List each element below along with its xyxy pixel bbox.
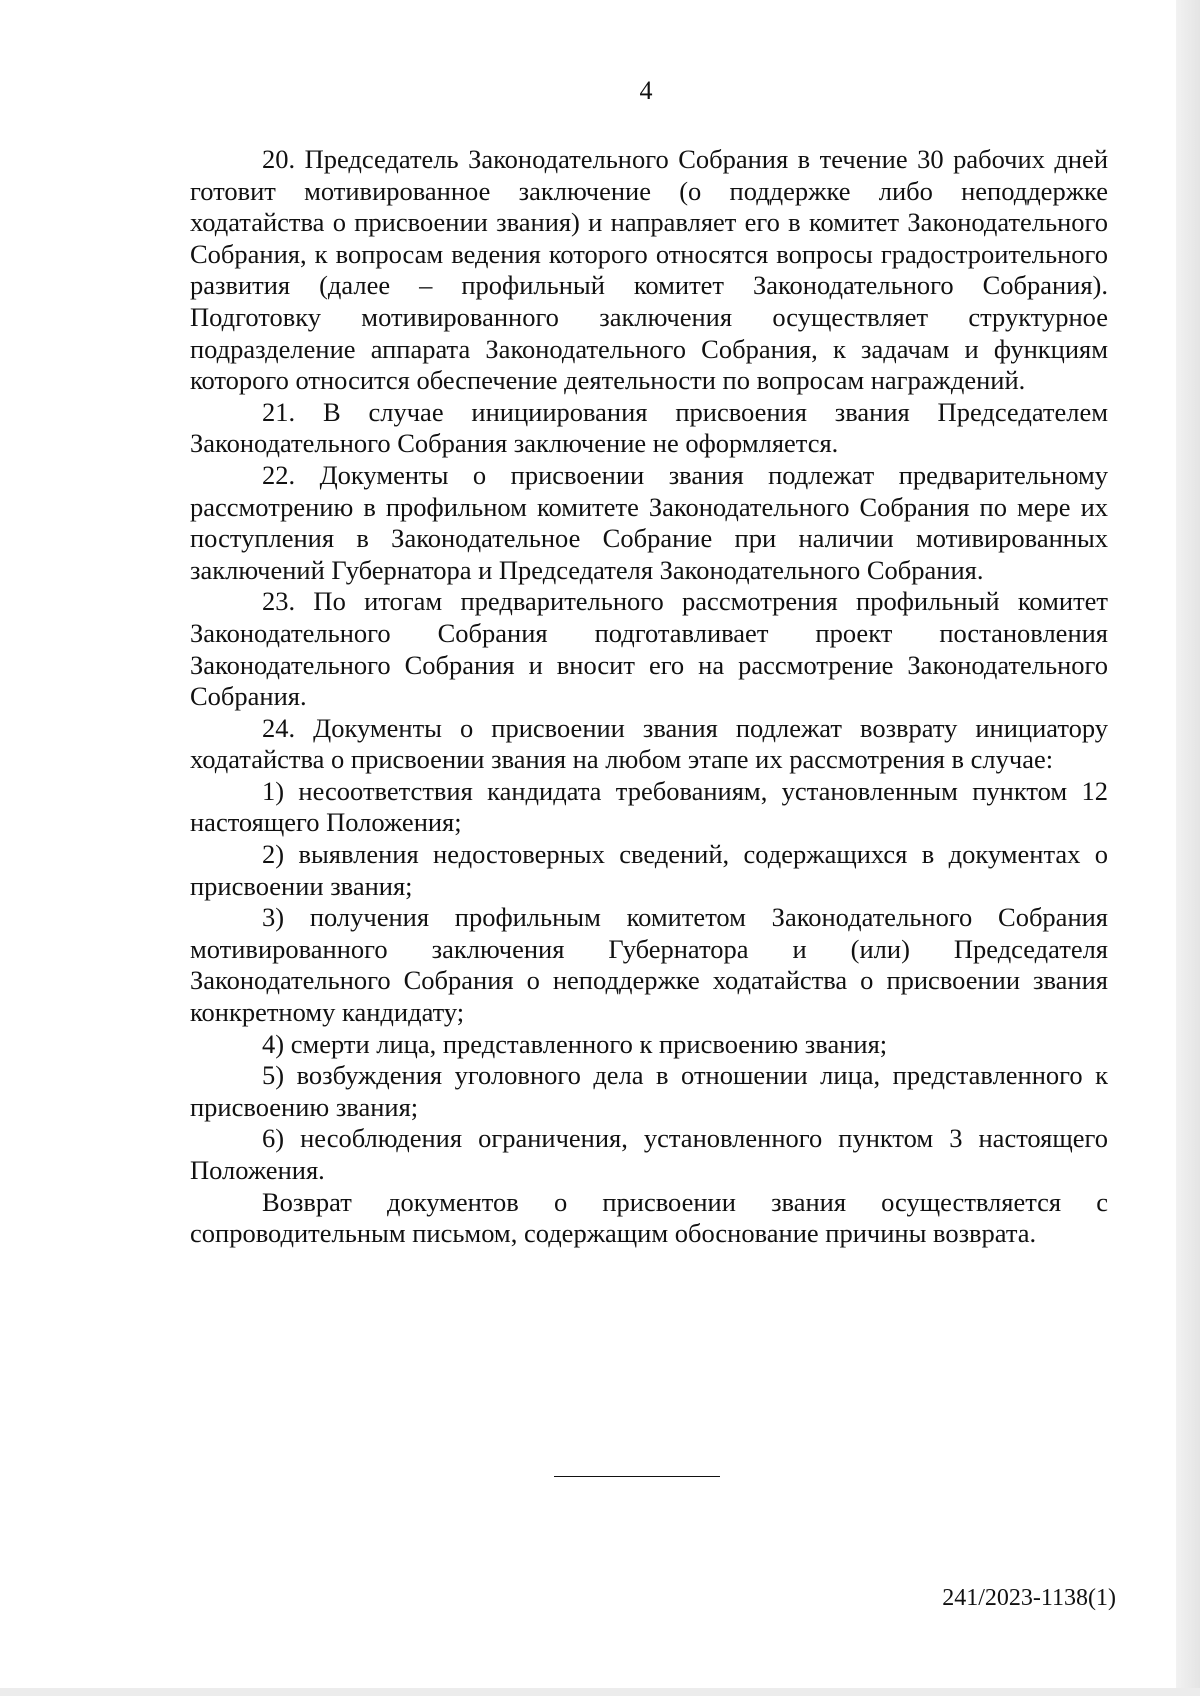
subitem-5: 5) возбуждения уголовного дела в отношении лица, представленного к присвоению звания;: [190, 1060, 1108, 1122]
paragraph-item-23: 23. По итогам предварительного рассмотрения профильный комитет Законодательного Собрания подготавливает проект постановления Законодательного Собрания и вносит его на рассмотрение Законодательного Собрания.: [190, 586, 1108, 712]
subitem-3: 3) получения профильным комитетом Законодательного Собрания мотивированного заключения Губернатора и (или) Председателя Законодательного Собрания о неподдержке ходатайства о присвоении звания конкретному кандидату;: [190, 902, 1108, 1028]
closing-paragraph: Возврат документов о присвоении звания осуществляется с сопроводительным письмом, содержащим обоснование причины возврата.: [190, 1186, 1108, 1249]
subitem-4: 4) смерти лица, представленного к присвоению звания;: [262, 1028, 888, 1059]
paragraph-item-22: 22. Документы о присвоении звания подлежат предварительному рассмотрению в профильном комитете Законодательного Собрания по мере их поступления в Законодательное Собрание при наличии мотивированных заключений Губернатора и Председателя Законодательного Собрания.: [190, 459, 1108, 585]
subitem-2: 2) выявления недостоверных сведений, содержащихся в документах о присвоении звания;: [190, 839, 1108, 901]
end-divider: [554, 1476, 720, 1477]
paragraph-item-24: 24. Документы о присвоении звания подлежат возврату инициатору ходатайства о присвоении звания на любом этапе их рассмотрения в случае:: [190, 712, 1108, 775]
paragraph-item-21: 21. В случае инициирования присвоения звания Председателем Законодательного Собрания заключение не оформляется.: [190, 396, 1108, 459]
subitem-6: 6) несоблюдения ограничения, установленного пунктом 3 настоящего Положения.: [190, 1123, 1108, 1185]
paragraph-item-20: 20. Председатель Законодательного Собрания в течение 30 рабочих дней готовит мотивированное заключение (о поддержке либо неподдержке ходатайства о присвоении звания) и направляет его в комитет Законодательного Собрания, к вопросам ведения которого относятся вопросы градостроительного развития (далее – профильный комитет Законодательного Собрания). Подготовку мотивированного заключения осуществляет структурное подразделение аппарата Законодательного Собрания, к задачам и функциям которого относится обеспечение деятельности по вопросам награждений.: [190, 144, 1108, 396]
subitem-1: 1) несоответствия кандидата требованиям, установленным пунктом 12 настоящего Положения;: [190, 775, 1108, 838]
registry-number: 241/2023-1138(1): [942, 1585, 1116, 1611]
page-number: 4: [639, 76, 653, 105]
scan-bottom-edge: [0, 1688, 1200, 1696]
document-body: [190, 144, 1108, 1250]
scan-edge: [1176, 0, 1200, 1696]
